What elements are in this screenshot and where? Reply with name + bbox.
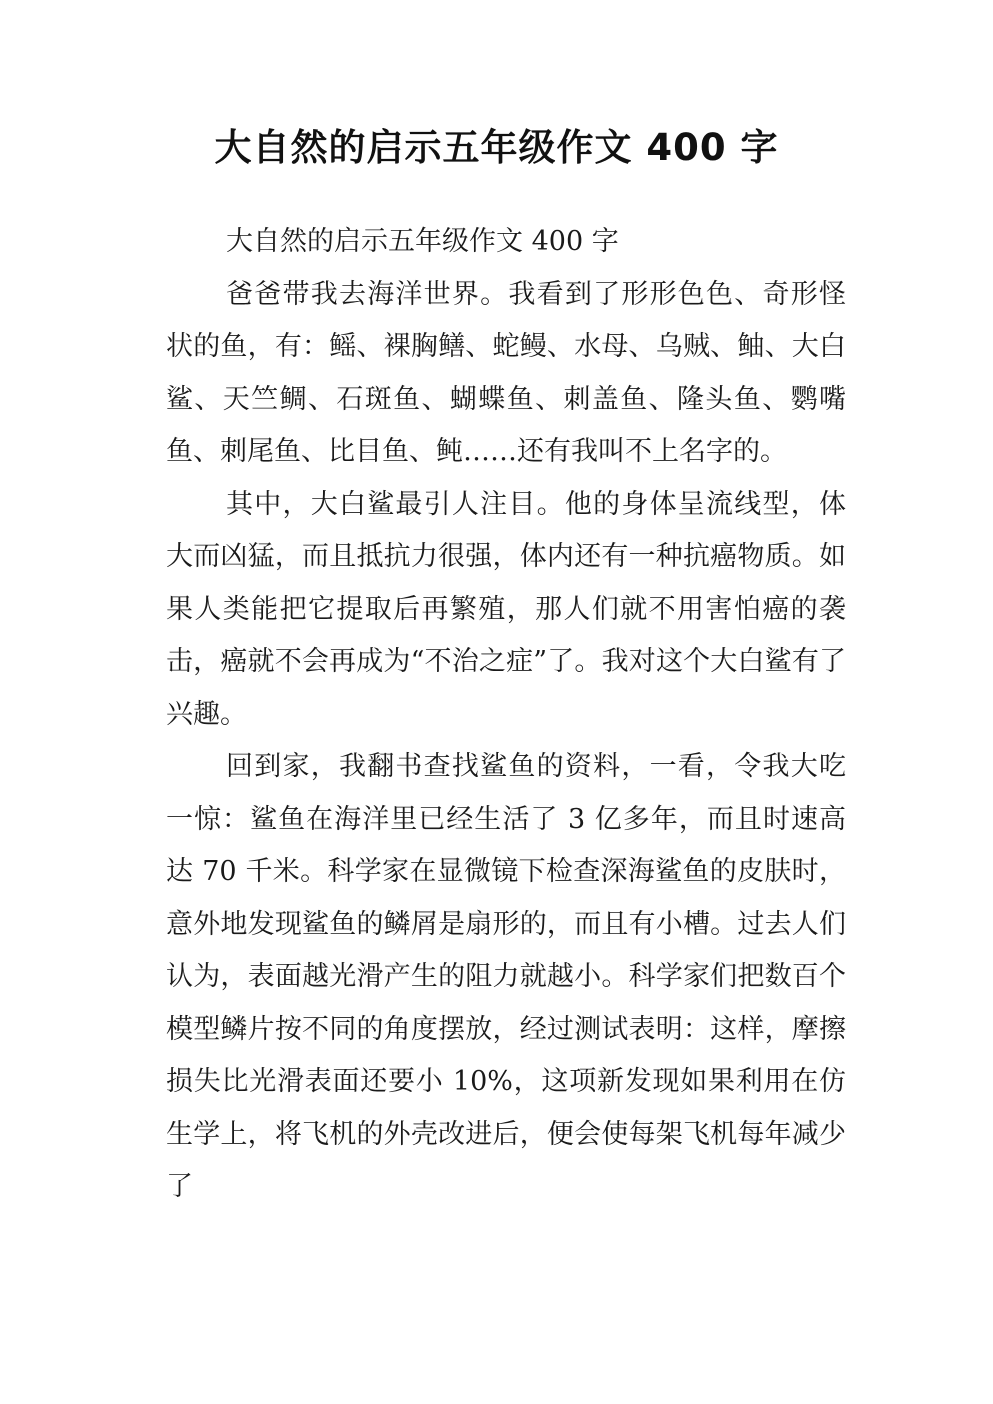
- paragraph-aquarium-fish: 爸爸带我去海洋世界。我看到了形形色色、奇形怪状的鱼，有：鳐、裸胸鳝、蛇鳗、水母、乌贼、鲉、大白鲨、天竺鲷、石斑鱼、蝴蝶鱼、刺盖鱼、隆头鱼、鹦嘴鱼、刺尾鱼、比目鱼、鲀……还有我叫不上名字的。: [166, 278, 846, 467]
- paragraph-subtitle: 大自然的启示五年级作文 400 字: [226, 226, 619, 257]
- paragraph-shark-research: 回到家，我翻书查找鲨鱼的资料，一看，令我大吃一惊：鲨鱼在海洋里已经生活了 3 亿多年，而且时速高达 70 千米。科学家在显微镜下检查深海鲨鱼的皮肤时，意外地发现鲨鱼的鳞屑是扇形的，而且有小槽。过去人们认为，表面越光滑产生的阻力就越小。科学家们把数百个模型鳞片按不同的角度摆放，经过测试表明：这样，摩擦损失比光滑表面还要小 10%，这项新发现如果利用在仿生学上，将飞机的外壳改进后，便会使每架飞机每年减少了: [166, 751, 846, 1202]
- paragraph-great-white-shark: 其中，大白鲨最引人注目。他的身体呈流线型，体大而凶猛，而且抵抗力很强，体内还有一种抗癌物质。如果人类能把它提取后再繁殖，那人们就不用害怕癌的袭击，癌就不会再成为“不治之症”了。我对这个大白鲨有了兴趣。: [166, 488, 846, 730]
- document-title: 大自然的启示五年级作文 400 字: [214, 126, 779, 169]
- document-body: [166, 216, 846, 1214]
